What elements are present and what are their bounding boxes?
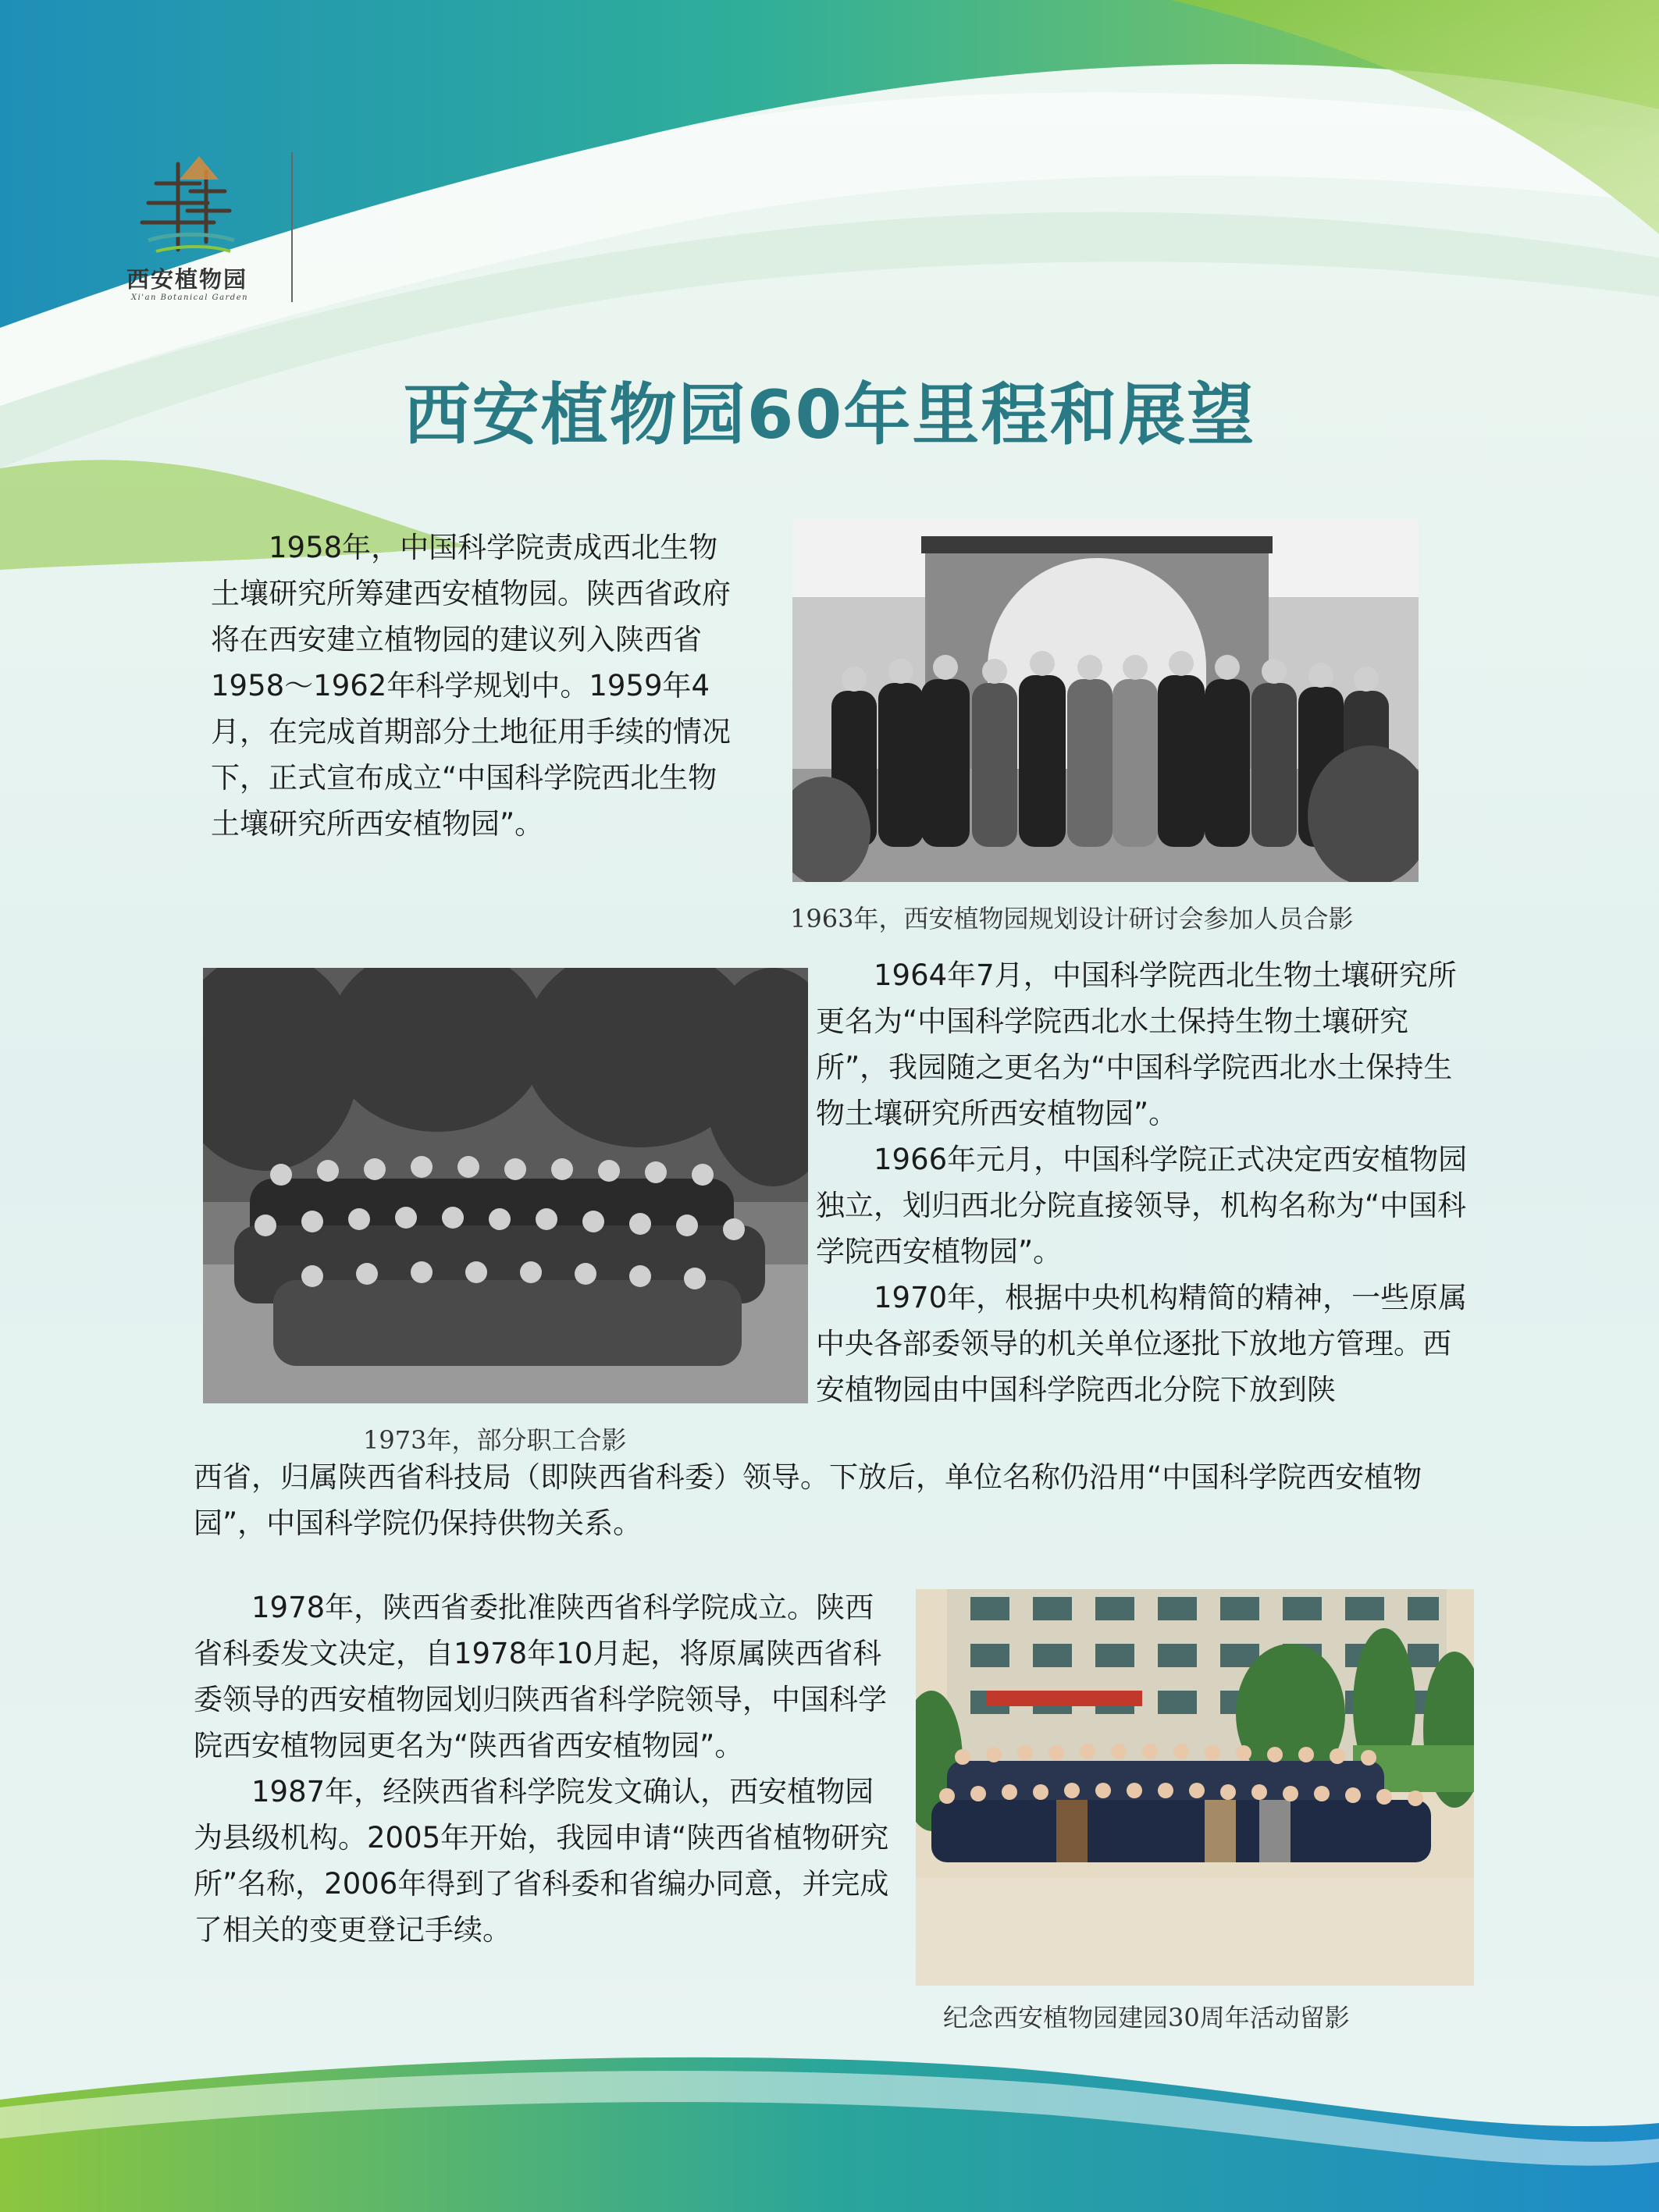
logo-divider xyxy=(291,152,293,302)
logo-name: 西安植物园 xyxy=(126,266,248,293)
paragraph-1964-1970 xyxy=(816,952,1479,1413)
photo-30th-anniversary xyxy=(916,1589,1474,1986)
paragraph-1958 xyxy=(211,525,732,847)
paragraph-text: 1978年，陕西省委批准陕西省科学院成立。陕西省科委发文决定，自1978年10月起，将原属陕西省科委领导的西安植物园划归陕西省科学院领导，中国科学院西安植物园更名为“陕西省西安植物园”。 xyxy=(194,1591,887,1762)
photo-1963-caption: 1963年，西安植物园规划设计研讨会参加人员合影 xyxy=(790,904,1354,934)
photo-1973-staff xyxy=(203,968,808,1403)
paragraph-text: 西省，归属陕西省科技局（即陕西省科委）领导。下放后，单位名称仍沿用“中国科学院西安植物园”，中国科学院仍保持供物关系。 xyxy=(194,1460,1422,1540)
paragraph-text: 1970年，根据中央机构精简的精神，一些原属中央各部委领导的机关单位逐批下放地方管理。西安植物园由中国科学院西北分院下放到陕 xyxy=(816,1281,1468,1407)
photo-30th-caption: 纪念西安植物园建园30周年活动留影 xyxy=(943,2003,1350,2032)
photo-1963-group xyxy=(792,519,1419,882)
paragraph-text: 1987年，经陕西省科学院发文确认，西安植物园为县级机构。2005年开始，我园申请“陕西省植物研究所”名称，2006年得到了省科委和省编办同意，并完成了相关的变更登记手续。 xyxy=(194,1775,889,1947)
paragraph-text: 1964年7月，中国科学院西北生物土壤研究所更名为“中国科学院西北水土保持生物土壤研究所”，我园随之更名为“中国科学院西北水土保持生物土壤研究所西安植物园”。 xyxy=(816,958,1457,1130)
photo-1973-caption: 1973年，部分职工合影 xyxy=(363,1425,627,1455)
paragraph-1970-cont xyxy=(194,1454,1474,1546)
logo-subtitle: Xi'an Botanical Garden xyxy=(131,293,249,302)
paragraph-1978-1987 xyxy=(194,1584,896,1953)
page-title: 西安植物园60年里程和展望 xyxy=(403,376,1256,454)
paragraph-text: 1958年，中国科学院责成西北生物土壤研究所筹建西安植物园。陕西省政府将在西安建立植物园的建议列入陕西省1958～1962年科学规划中。1959年4月，在完成首期部分土地征用手续的情况下，正式宣布成立“中国科学院西北生物土壤研究所西安植物园”。 xyxy=(211,531,731,841)
paragraph-text: 1966年元月，中国科学院正式决定西安植物园独立，划归西北分院直接领导，机构名称为“中国科学院西安植物园”。 xyxy=(816,1143,1468,1268)
